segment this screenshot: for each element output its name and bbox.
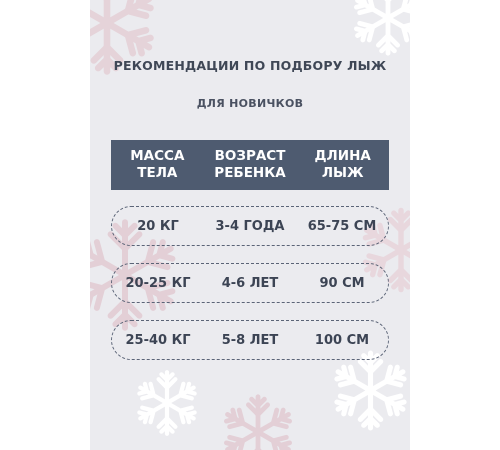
page-subtitle: ДЛЯ НОВИЧКОВ: [196, 97, 304, 110]
header-child-age: ВОЗРАСТ РЕБЕНКА: [214, 148, 286, 181]
cell-body-mass: 20-25 КГ: [125, 275, 191, 291]
cell-body-mass: 20 КГ: [137, 218, 179, 234]
header-ski-length: ДЛИНА ЛЫЖ: [314, 148, 371, 181]
cell-child-age: 5-8 ЛЕТ: [221, 332, 279, 348]
cell-ski-length: 65-75 СМ: [307, 218, 377, 234]
snowflake-icon: [132, 368, 202, 438]
cell-body-mass: 25-40 КГ: [125, 332, 191, 348]
snowflake-icon: [218, 392, 298, 450]
cell-ski-length: 100 СМ: [314, 332, 370, 348]
table-header: [111, 140, 389, 190]
cell-ski-length: 90 СМ: [319, 275, 365, 291]
table-row: [111, 206, 389, 246]
snowflake-icon: [328, 348, 410, 433]
cell-child-age: 4-6 ЛЕТ: [221, 275, 279, 291]
header-body-mass: МАССА ТЕЛА: [130, 148, 185, 181]
page-title: РЕКОМЕНДАЦИИ ПО ПОДБОРУ ЛЫЖ: [113, 58, 387, 73]
cell-child-age: 3-4 ГОДА: [215, 218, 285, 234]
table-row: [111, 320, 389, 360]
snowflake-icon: [348, 0, 410, 58]
table-row: [111, 263, 389, 303]
ski-guide-card: [90, 0, 410, 450]
